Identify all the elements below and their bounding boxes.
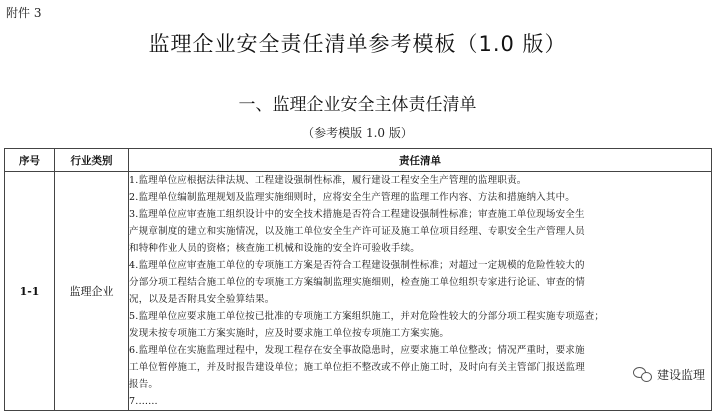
list-line: 工单位暂停施工，并及时报告建设单位；施工单位拒不整改或不停止施工时，及时向有关主管部门报送监理 [129,362,585,373]
table-row [5,172,712,411]
section-prefix: 一、 [238,95,273,115]
section-title: 监理企业安全主体责任清单 [272,95,477,115]
row-category: 监理企业 [55,172,129,411]
responsibility-list [129,172,712,411]
column-header-number: 序号 [5,149,55,172]
list-line: 产规章制度的建立和实施情况，以及施工单位安全生产许可证及施工单位项目经理、专职安全生产管理人员 [129,226,585,237]
list-line: 2.监理单位编制监理规划及监理实施细则时，应将安全生产管理的监理工作内容、方法和措施纳入其中。 [129,192,575,203]
page-title: 监理企业安全责任清单参考模板（1.0 版） [148,32,567,56]
list-line: 5.监理单位应要求施工单位按已批准的专项施工方案组织施工，并对危险性较大的分部分项工程实施专项巡查； [129,311,605,322]
wechat-icon [633,367,653,382]
list-line: 发现未按专项施工方案实施时，应及时要求施工单位按专项施工方案实施。 [129,328,450,339]
list-line: 分部分项工程结合施工单位的专项施工方案编制监理实施细则，检查施工单位组织专家进行论证、审查的情 [129,277,585,288]
table-header-row [5,149,712,172]
list-line: 4.监理单位应审查施工单位的专项施工方案是否符合工程建设强制性标准；对超过一定规模的危险性较大的 [129,260,585,271]
list-line: 3.监理单位应审查施工组织设计中的安全技术措施是否符合工程建设强制性标准；审查施工单位现场安全生 [129,209,585,220]
column-header-list: 责任清单 [129,149,712,172]
watermark-text: 建设监理 [656,368,705,382]
list-line: 1.监理单位应根据法律法规、工程建设强制性标准，履行建设工程安全生产管理的监理职责。 [129,175,527,186]
watermark [633,366,705,383]
row-code: 1-1 [5,172,55,411]
list-line: 6.监理单位在实施监理过程中，发现工程存在安全事故隐患时，应要求施工单位整改；情况严重时，要求施 [129,345,585,356]
attachment-label: 附件 3 [6,6,42,20]
list-line: 报告。 [129,379,159,390]
responsibility-table [4,148,712,411]
list-line: 和特种作业人员的资格；核查施工机械和设施的安全许可验收手续。 [129,243,421,254]
section-heading [0,90,715,115]
column-header-category: 行业类别 [55,149,129,172]
list-line: 况，以及是否附具安全验算结果。 [129,294,275,305]
list-line: 7.…… [129,396,158,407]
version-note: （参考模版 1.0 版） [302,126,413,140]
